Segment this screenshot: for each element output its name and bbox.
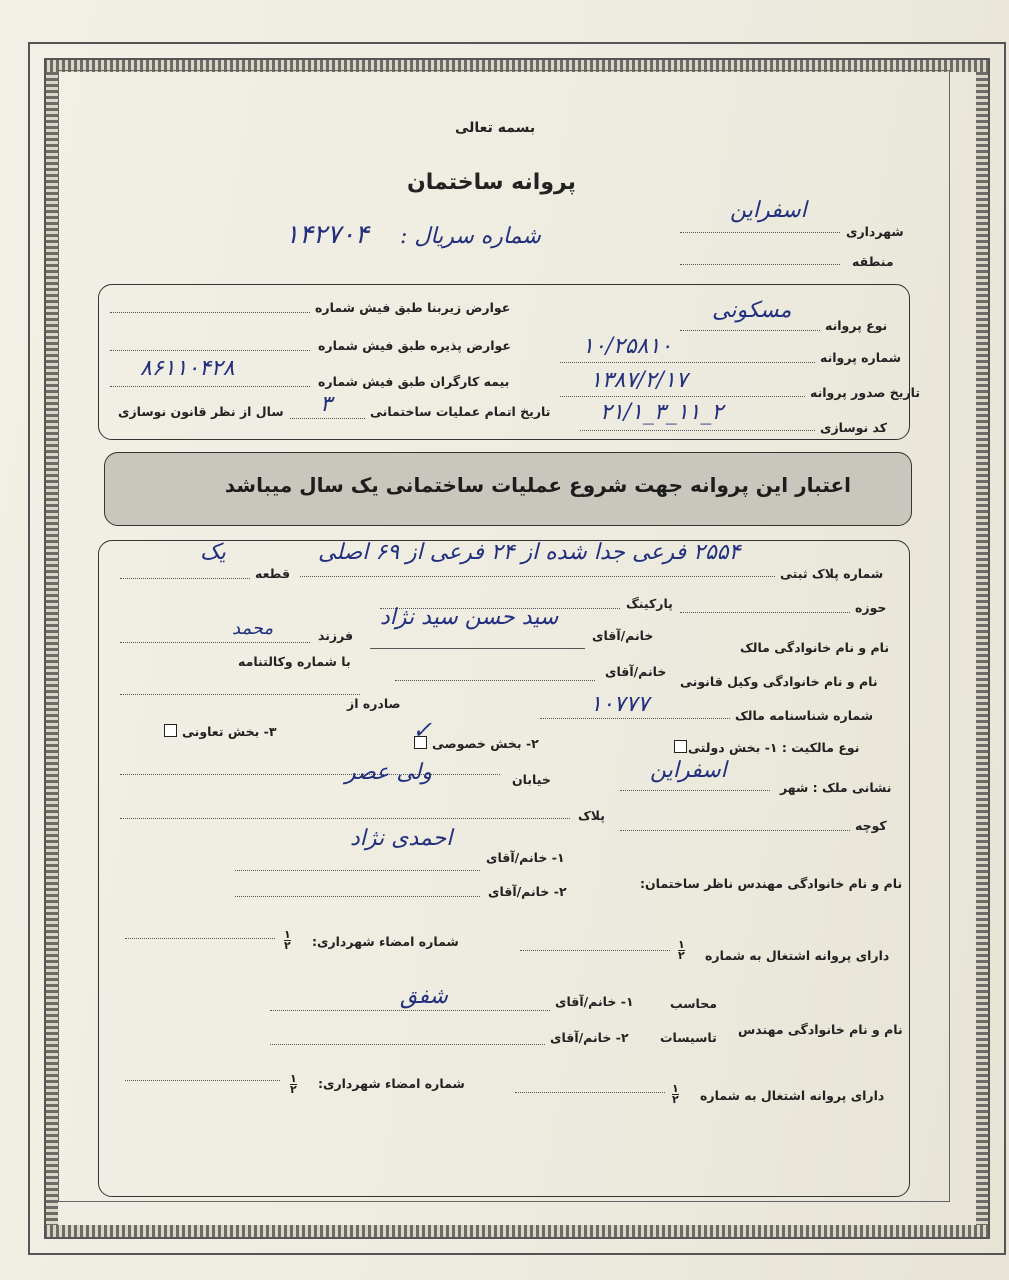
municipality-value: اسفراین (730, 198, 807, 223)
license2-label: دارای پروانه اشتغال به شماره (700, 1088, 885, 1103)
zone-line (680, 612, 850, 613)
attorney-label: نام و نام خانوادگی وکیل قانونی (680, 674, 878, 689)
insurance-value: ۸۶۱۱۰۴۲۸ (140, 356, 235, 381)
signature-line (125, 938, 275, 939)
owner-mr-label: خانم/آقای (592, 628, 654, 643)
checkmark-icon: ✓ (412, 716, 433, 744)
page-title: پروانه ساختمان (407, 170, 576, 195)
plate-line (300, 576, 775, 577)
validity-banner (104, 452, 912, 526)
completion-value: ۳ (320, 392, 332, 417)
renewal-code-label: کد نوسازی (820, 420, 888, 435)
issue-date-value: ۱۳۸۷/۲/۱۷ (590, 368, 688, 393)
power-label: با شماره وکالتنامه (238, 654, 351, 669)
region-label: منطقه (852, 254, 894, 269)
attorney-mr-label: خانم/آقای (605, 664, 667, 679)
eng2-label: ۲- خانم/آقای (488, 884, 567, 899)
zone-label: حوزه (855, 600, 887, 615)
frac-bot: ۲ (678, 949, 685, 962)
ownership-label: نوع مالکیت : ۱- بخش دولتی (688, 740, 860, 755)
ownership-coop: ۳- بخش تعاونی (182, 724, 277, 739)
parcel-line (120, 578, 250, 579)
calc-label: محاسب (670, 996, 717, 1011)
issued-label: صادره از (347, 696, 401, 711)
owner-value: سید حسن سید نژاد (380, 605, 559, 630)
license-label: دارای پروانه اشتغال به شماره (705, 948, 890, 963)
city-value: اسفراین (650, 758, 727, 783)
address-label: نشانی ملک : شهر (780, 780, 892, 795)
fee-line (110, 312, 310, 313)
issue-date-line (560, 396, 805, 397)
street-value: ولی عصر (345, 760, 433, 785)
owner-label: نام و نام خانوادگی مالک (740, 640, 890, 655)
eng1-label: ۱- خانم/آقای (486, 850, 565, 865)
parking-label: پارکینگ (626, 596, 673, 611)
calc-value: شفق (400, 984, 448, 1009)
fee-label: عوارض زیربنا طبق فیش شماره (315, 300, 511, 315)
fee2-line (110, 350, 310, 351)
permit-number-value: ۱۰/۲۵۸۱۰ (582, 334, 673, 359)
calc-mr-label: ۱- خانم/آقای (555, 994, 634, 1009)
completion-line (290, 418, 365, 419)
checkbox-government[interactable] (674, 740, 687, 753)
municipality-label: شهرداری (846, 224, 904, 239)
street-label: خیابان (512, 772, 551, 787)
invocation: بسمه تعالی (455, 120, 536, 136)
parcel-label: قطعه (255, 566, 290, 581)
checkbox-cooperative[interactable] (164, 724, 177, 737)
fee2-label: عوارض پذیره طبق فیش شماره (318, 338, 511, 353)
permit-type-value: مسکونی (712, 298, 792, 323)
power-line (120, 694, 360, 695)
permit-type-line (680, 330, 820, 331)
frac-top: ۱ (678, 938, 685, 951)
serial-label: شماره سریال : (400, 224, 541, 249)
serial-value: ۱۴۲۷۰۴ (285, 220, 369, 250)
ownership-private: ۲- بخش خصوصی (432, 736, 539, 751)
municipality-line (680, 232, 840, 233)
license2-fraction (672, 1084, 679, 1105)
signature2-label: شماره امضاء شهرداری: (318, 1076, 465, 1091)
plate-label: شماره پلاک ثبتی (780, 566, 884, 581)
city-line (620, 790, 770, 791)
signature2-fraction (290, 1074, 297, 1095)
id-label: شماره شناسنامه مالک (735, 708, 874, 723)
permit-type-label: نوع پروانه (825, 318, 888, 333)
frac-top-4: ۱ (290, 1072, 297, 1085)
renewal-code-line (580, 430, 815, 431)
street-line (120, 774, 500, 775)
frac-top-3: ۱ (672, 1082, 679, 1095)
child-value: محمد (232, 618, 274, 639)
insurance-label: بیمه کارگران طبق فیش شماره (318, 374, 510, 389)
calc-line (270, 1010, 550, 1011)
frac-bot-4: ۲ (290, 1083, 297, 1096)
install-label: تاسیسات (660, 1030, 717, 1045)
eng2-line (235, 896, 480, 897)
renewal-code-value: ۲_۱۱_۳_۲۱/۱ (600, 400, 724, 425)
license-line (520, 950, 670, 951)
install-line (270, 1044, 545, 1045)
alley-label: کوچه (855, 818, 887, 833)
validity-text: اعتبار این پروانه جهت شروع عملیات ساختمانی یک سال میباشد (224, 473, 851, 497)
signature2-line (125, 1080, 280, 1081)
attorney-line (395, 680, 595, 681)
license-fraction (678, 940, 685, 961)
insurance-line (110, 386, 310, 387)
permit-number-label: شماره پروانه (820, 350, 902, 365)
frac-bot-2: ۲ (284, 939, 291, 952)
license2-line (515, 1092, 665, 1093)
signature-label: شماره امضاء شهرداری: (312, 934, 459, 949)
eng1-line (235, 870, 480, 871)
plaque-line (120, 818, 570, 819)
completion-suffix: سال از نظر قانون نوسازی (118, 404, 284, 419)
completion-label: تاریخ اتمام عملیات ساختمانی (370, 404, 551, 419)
alley-line (620, 830, 850, 831)
child-label: فرزند (318, 628, 354, 643)
install-mr-label: ۲- خانم/آقای (550, 1030, 629, 1045)
child-line (120, 642, 310, 643)
eng1-value: احمدی نژاد (350, 826, 453, 851)
calc-engineer-label: نام و نام خانوادگی مهندس (738, 1022, 903, 1037)
issue-date-label: تاریخ صدور پروانه (810, 385, 921, 400)
engineer-label: نام و نام خانوادگی مهندس ناظر ساختمان: (640, 876, 903, 891)
parcel-value: یک (200, 540, 226, 565)
plate-value: ۲۵۵۴ فرعی جدا شده از ۲۴ فرعی از ۶۹ اصلی (318, 540, 741, 565)
frac-bot-3: ۲ (672, 1093, 679, 1106)
permit-number-line (560, 362, 815, 363)
signature-fraction (284, 930, 291, 951)
frac-top-2: ۱ (284, 928, 291, 941)
id-value: ۱۰۷۷۷ (590, 692, 650, 717)
region-line (680, 264, 840, 265)
id-line (540, 718, 730, 719)
owner-line (370, 648, 585, 649)
plaque-label: پلاک (578, 808, 605, 823)
